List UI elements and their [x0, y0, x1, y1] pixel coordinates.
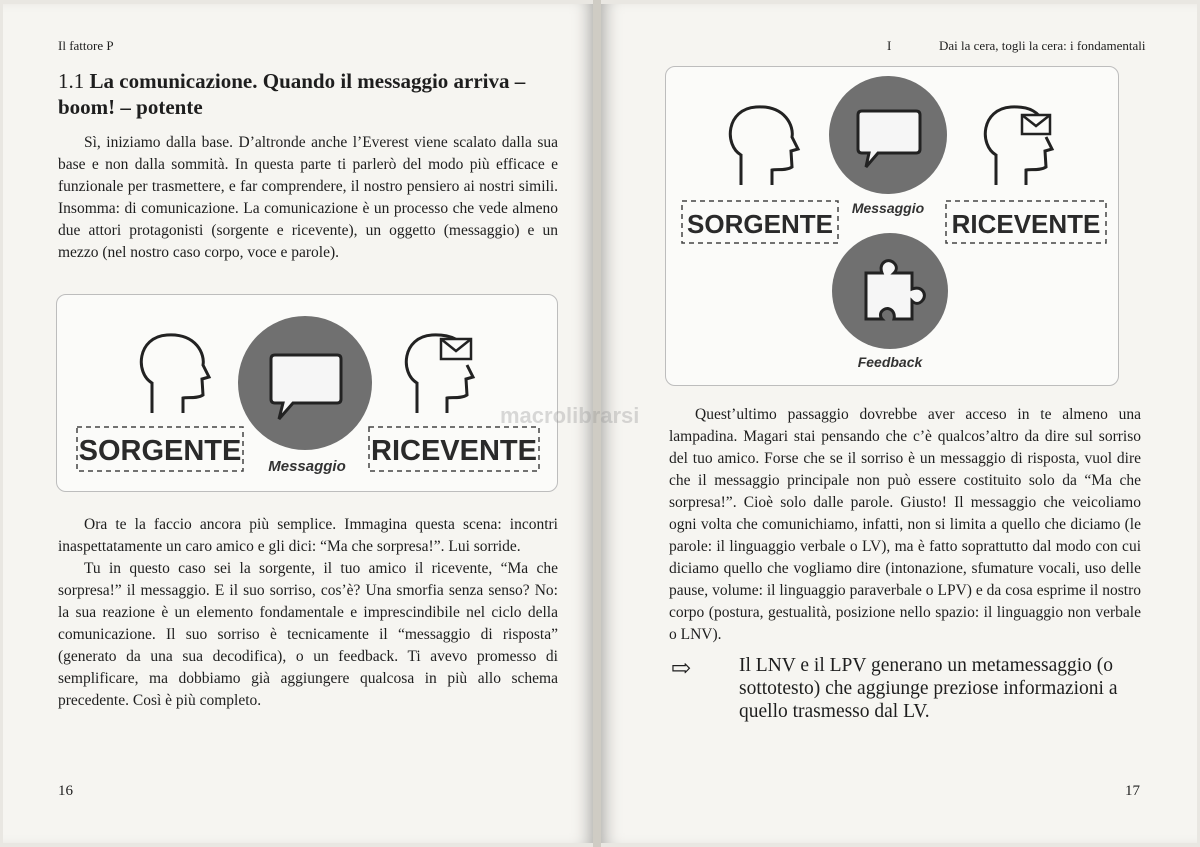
- receiver-label: RICEVENTE: [371, 435, 537, 467]
- feedback-label: Feedback: [857, 354, 923, 370]
- source-label: SORGENTE: [687, 209, 833, 239]
- receiver-label: RICEVENTE: [951, 209, 1101, 239]
- diagram-graphic: [57, 295, 557, 491]
- intro-text: [58, 132, 558, 264]
- arrow-right-icon: ⇨: [671, 656, 692, 682]
- source-head-icon: [730, 107, 798, 185]
- section-number: 1.1: [58, 69, 85, 93]
- feedback-diagram-graphic: [666, 67, 1118, 385]
- right-page: [601, 4, 1197, 843]
- body-text: [58, 514, 558, 712]
- envelope-icon: [441, 339, 471, 359]
- paragraph-1: Ora te la faccio ancora più semplice. Immagina questa scena: incontri inaspettatamente un caro amico e gli dici: “Ma che sorpresa!”. Lui sorride.: [58, 516, 558, 555]
- watermark: macrolibrarsi: [500, 403, 640, 428]
- section-title: La comunicazione. Quando il messaggio arriva – boom! – potente: [58, 69, 526, 119]
- envelope-icon: [1022, 115, 1050, 134]
- right-running-head: Dai la cera, togli la cera: i fondamentali: [939, 38, 1146, 53]
- page-number-right: 17: [1125, 783, 1140, 799]
- right-paragraph: Quest’ultimo passaggio dovrebbe aver acceso in te almeno una lampadina. Magari stai pensando che c’è qualcos’altro da dire sul sorriso del tuo amico. Forse che se il sorriso è un messaggio di risposta, vuol dire che il messaggio principale non può essere costituito solo da “Ma che sorpresa!”. Cioè solo dalle parole. Giusto! Il messaggio che veicoliamo ogni volta che comunichiamo, infatti, non si limita a quello che diciamo (le parole: il linguaggio verbale o LV), ma è fatto soprattutto dal modo con cui diciamo quello che vogliamo dire (intonazione, sfumature vocali, uso delle pause, volume: il linguaggio paraverbale o LPV) e da cosa esprime il nostro corpo (postura, gestualità, posizione nello spazio: il linguaggio non verbale o LNV).: [669, 406, 1141, 643]
- chapter-number: I: [887, 38, 892, 53]
- intro-paragraph: Sì, iniziamo dalla base. D’altronde anche l’Everest viene scalato dalla sua base e non dalla sommità. In questa parte ti parlerò del modo più efficace e funzionale per trasmettere, e far comprendere, il nostro pensiero ai nostri simili. Insomma: di comunicazione. La comunicazione è un processo che vede almeno due attori protagonisti (sorgente e ricevente), un oggetto (messaggio) e un mezzo (nel nostro caso corpo, voce e parole).: [58, 134, 558, 261]
- source-label: SORGENTE: [78, 435, 242, 467]
- callout-text: Il LNV e il LPV generano un metamessaggio (o sottotesto) che aggiunge preziose informazioni a quello trasmesso dal LV.: [739, 655, 1118, 722]
- section-heading: [58, 68, 568, 120]
- message-label: Messaggio: [851, 200, 925, 216]
- communication-diagram: [56, 294, 558, 492]
- message-label: Messaggio: [268, 458, 346, 475]
- source-head-icon: [141, 335, 209, 413]
- paragraph-2: Tu in questo caso sei la sorgente, il tuo amico il ricevente, “Ma che sorpresa!” il messaggio. E il suo sorriso, cos’è? Una smorfia senza senso? No: la sua reazione è un elemento fondamentale e imprescindibile nel ciclo della comunicazione. Il suo sorriso è tecnicamente il “messaggio di risposta” (generato da una sua decodifica), o un feedback. Ti avevo promesso di semplificare, ma dobbiamo già aggiungere qualcosa in più allo schema precedente. Così è più completo.: [58, 560, 558, 709]
- left-running-head: Il fattore P: [58, 38, 114, 53]
- page-number-left: 16: [58, 783, 73, 799]
- communication-feedback-diagram: [665, 66, 1119, 386]
- right-body-text: [669, 404, 1141, 646]
